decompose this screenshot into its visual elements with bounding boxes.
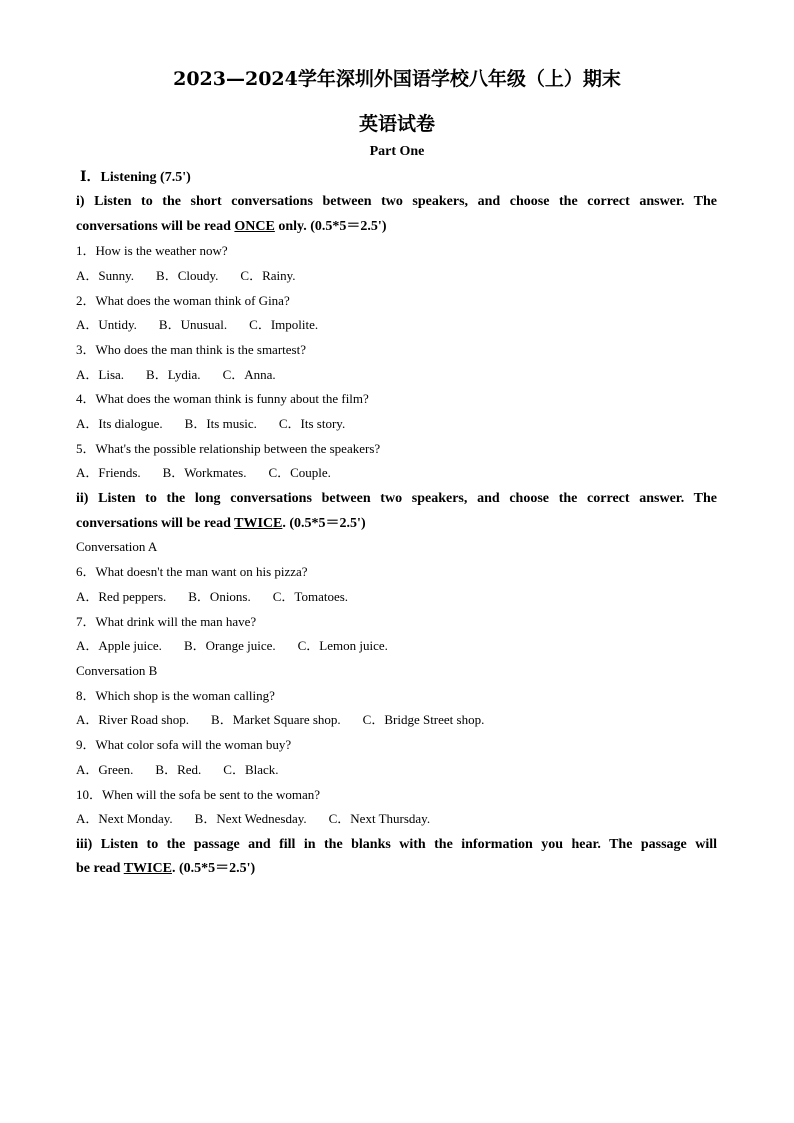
- option-c: C．Black.: [223, 762, 279, 777]
- question-6: 6．What doesn't the man want on his pizza?: [76, 564, 308, 579]
- option-a: A．Sunny.: [76, 268, 135, 283]
- instruction-text: conversations will be read: [76, 516, 235, 531]
- option-c: C．Anna.: [222, 367, 276, 382]
- instruction-text: conversations will be read: [76, 219, 235, 234]
- instruction-iii-line2: [76, 860, 255, 878]
- options-10: [76, 810, 452, 828]
- conversation-a-label: Conversation A: [76, 539, 158, 554]
- options-8: [76, 711, 506, 729]
- instruction-ii-line2: [76, 515, 366, 533]
- question-5: 5．What's the possible relationship between the speakers?: [76, 441, 381, 456]
- option-b: B．Unusual.: [158, 317, 228, 332]
- option-b: B．Orange juice.: [183, 638, 276, 653]
- option-b: B．Onions.: [188, 589, 251, 604]
- instruction-i-line1: i) Listen to the short conversations between two speakers, and choose the correct answer. The: [76, 194, 717, 209]
- options-2: [76, 316, 340, 334]
- option-c: C．Rainy.: [240, 268, 296, 283]
- instruction-emphasis: ONCE: [234, 219, 275, 234]
- options-3: [76, 366, 298, 384]
- instruction-emphasis: TWICE: [234, 516, 283, 531]
- option-c: C．Couple.: [268, 465, 331, 480]
- options-9: [76, 761, 301, 779]
- option-a: A．Apple juice.: [76, 638, 162, 653]
- part-heading: Part One: [369, 144, 425, 159]
- option-c: C．Tomatoes.: [272, 589, 349, 604]
- option-b: B．Cloudy.: [156, 268, 219, 283]
- option-c: C．Impolite.: [249, 317, 319, 332]
- option-c: C．Its story.: [278, 416, 346, 431]
- options-6: [76, 588, 370, 606]
- option-b: B．Workmates.: [162, 465, 247, 480]
- option-a: A．Its dialogue.: [76, 416, 163, 431]
- question-1: 1．How is the weather now?: [76, 243, 228, 258]
- instruction-text: . (0.5*5＝2.5'): [282, 516, 366, 531]
- options-5: [76, 464, 353, 482]
- instruction-text: be read: [76, 861, 124, 876]
- question-8: 8．Which shop is the woman calling?: [76, 688, 275, 703]
- option-b: B．Next Wednesday.: [194, 811, 307, 826]
- option-c: C．Next Thursday.: [328, 811, 431, 826]
- option-c: C．Lemon juice.: [297, 638, 388, 653]
- instruction-text: . (0.5*5＝2.5'): [171, 861, 256, 876]
- instruction-ii-line1: ii) Listen to the long conversations between two speakers, and choose the correct answer. The: [76, 491, 717, 506]
- question-10: 10．When will the sofa be sent to the woman?: [76, 787, 321, 802]
- question-2: 2．What does the woman think of Gina?: [76, 293, 290, 308]
- option-a: A．Lisa.: [76, 367, 125, 382]
- option-a: A．Next Monday.: [76, 811, 173, 826]
- option-b: B．Its music.: [184, 416, 257, 431]
- option-b: B．Lydia.: [146, 367, 201, 382]
- option-b: B．Market Square shop.: [211, 712, 341, 727]
- question-9: 9．What color sofa will the woman buy?: [76, 737, 292, 752]
- exam-title: 2023—2024学年深圳外国语学校八年级（上）期末: [173, 68, 621, 90]
- option-a: A．Red peppers.: [76, 589, 167, 604]
- conversation-b-label: Conversation B: [76, 663, 158, 678]
- options-1: [76, 267, 318, 285]
- option-a: A．Friends.: [76, 465, 141, 480]
- instruction-text: only. (0.5*5＝2.5'): [274, 219, 387, 234]
- instruction-i-line2: [76, 218, 386, 236]
- option-a: A．River Road shop.: [76, 712, 190, 727]
- question-7: 7．What drink will the man have?: [76, 614, 257, 629]
- option-c: C．Bridge Street shop.: [362, 712, 485, 727]
- exam-subtitle: 英语试卷: [358, 113, 435, 135]
- option-a: A．Green.: [76, 762, 134, 777]
- option-b: B．Red.: [155, 762, 202, 777]
- instruction-iii-line1: iii) Listen to the passage and fill in the blanks with the information you hear. The passage will: [76, 837, 717, 852]
- question-4: 4．What does the woman think is funny about the film?: [76, 391, 369, 406]
- options-4: [76, 415, 367, 433]
- question-3: 3．Who does the man think is the smartest?: [76, 342, 306, 357]
- option-a: A．Untidy.: [76, 317, 137, 332]
- section-heading-listening: Ⅰ．Listening (7.5'): [80, 170, 191, 185]
- options-7: [76, 637, 410, 655]
- instruction-emphasis: TWICE: [123, 861, 172, 876]
